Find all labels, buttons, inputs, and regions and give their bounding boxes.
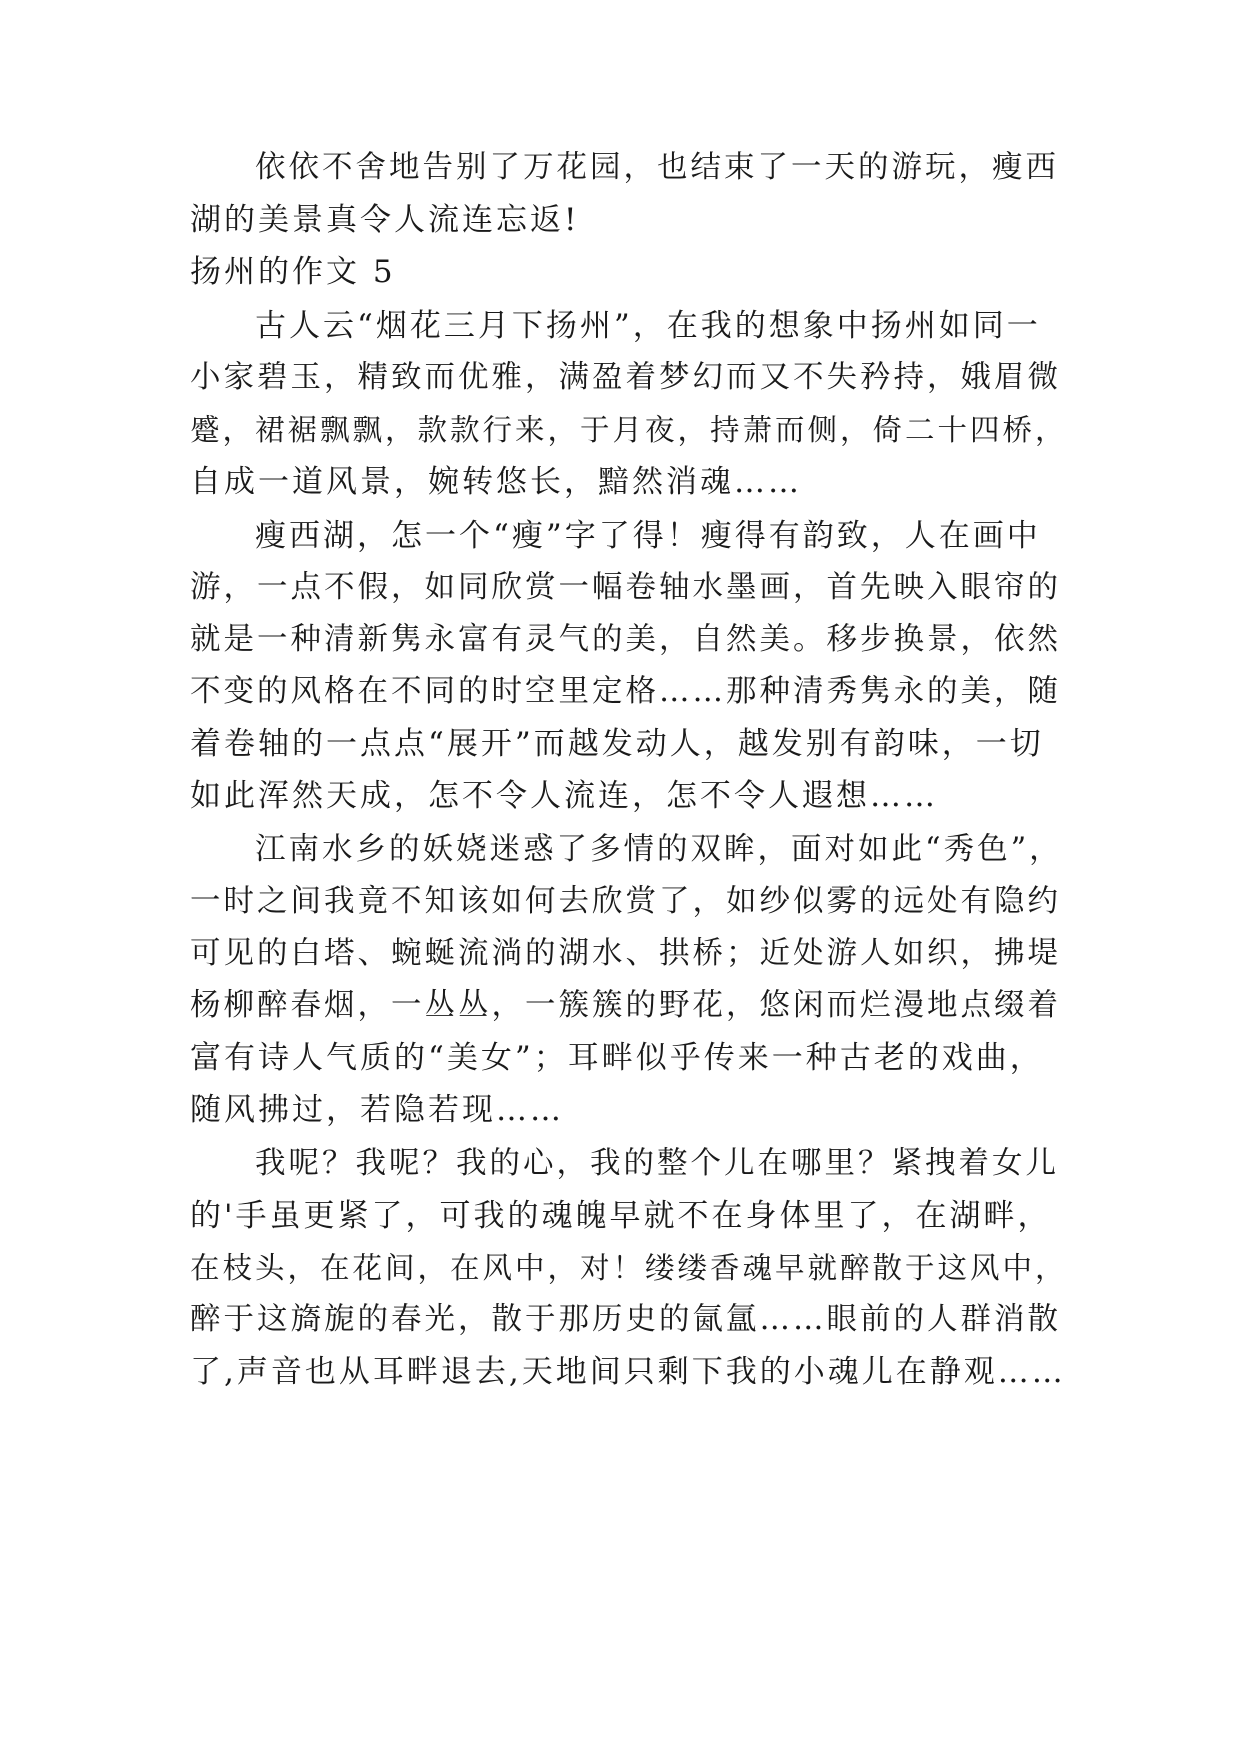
text-line: 蹙，裙裾飘飘，款款行来，于月夜，持萧而侧，倚二十四桥，	[190, 413, 1068, 447]
text-line: 依依不舍地告别了万花园，也结束了一天的游玩，瘦西	[255, 150, 1059, 185]
text-line: 自成一道风景，婉转悠长，黯然消魂……	[190, 464, 802, 500]
text-line: 在枝头，在花间，在风中，对！缕缕香魂早就醉散于这风中，	[190, 1251, 1068, 1285]
text-line: 游，一点不假，如同欣赏一幅卷轴水墨画，首先映入眼帘的	[190, 570, 1061, 605]
text-line: 湖的美景真令人流连忘返!	[190, 202, 580, 238]
text-line: 江南水乡的妖娆迷惑了多情的双眸，面对如此“秀色”，	[255, 832, 1063, 867]
text-line: 随风拂过，若隐若现……	[190, 1092, 564, 1128]
text-line: 可见的白塔、蜿蜒流淌的湖水、拱桥；近处游人如织，拂堤	[190, 936, 1061, 971]
text-line: 小家碧玉，精致而优雅，满盈着梦幻而又不失矜持，娥眉微	[190, 360, 1061, 395]
text-line: 了,声音也从耳畔退去,天地间只剩下我的小魂儿在静观……	[190, 1354, 1066, 1390]
text-line: 不变的风格在不同的时空里定格……那种清秀隽永的美，随	[190, 674, 1061, 709]
text-line: 如此浑然天成，怎不令人流连，怎不令人遐想……	[190, 778, 938, 814]
text-line: 的'手虽更紧了，可我的魂魄早就不在身体里了，在湖畔，	[190, 1198, 1052, 1234]
text-line: 瘦西湖，怎一个“瘦”字了得！瘦得有韵致，人在画中	[255, 518, 1041, 554]
text-line: 杨柳醉春烟，一丛丛，一簇簇的野花，悠闲而烂漫地点缀着	[190, 988, 1061, 1023]
text-line: 就是一种清新隽永富有灵气的美，自然美。移步换景，依然	[190, 622, 1061, 657]
section-heading: 扬州的作文 5	[190, 254, 396, 290]
text-line: 醉于这旖旎的春光，散于那历史的氤氲……眼前的人群消散	[190, 1302, 1061, 1337]
text-line: 古人云“烟花三月下扬州”，在我的想象中扬州如同一	[255, 308, 1041, 344]
text-line: 富有诗人气质的“美女”；耳畔似乎传来一种古老的戏曲，	[190, 1040, 1044, 1076]
text-line: 一时之间我竟不知该如何去欣赏了，如纱似雾的远处有隐约	[190, 884, 1061, 919]
text-line: 我呢？我呢？我的心，我的整个儿在哪里？紧拽着女儿	[255, 1146, 1059, 1181]
text-line: 着卷轴的一点点“展开”而越发动人，越发别有韵味，一切	[190, 726, 1044, 762]
